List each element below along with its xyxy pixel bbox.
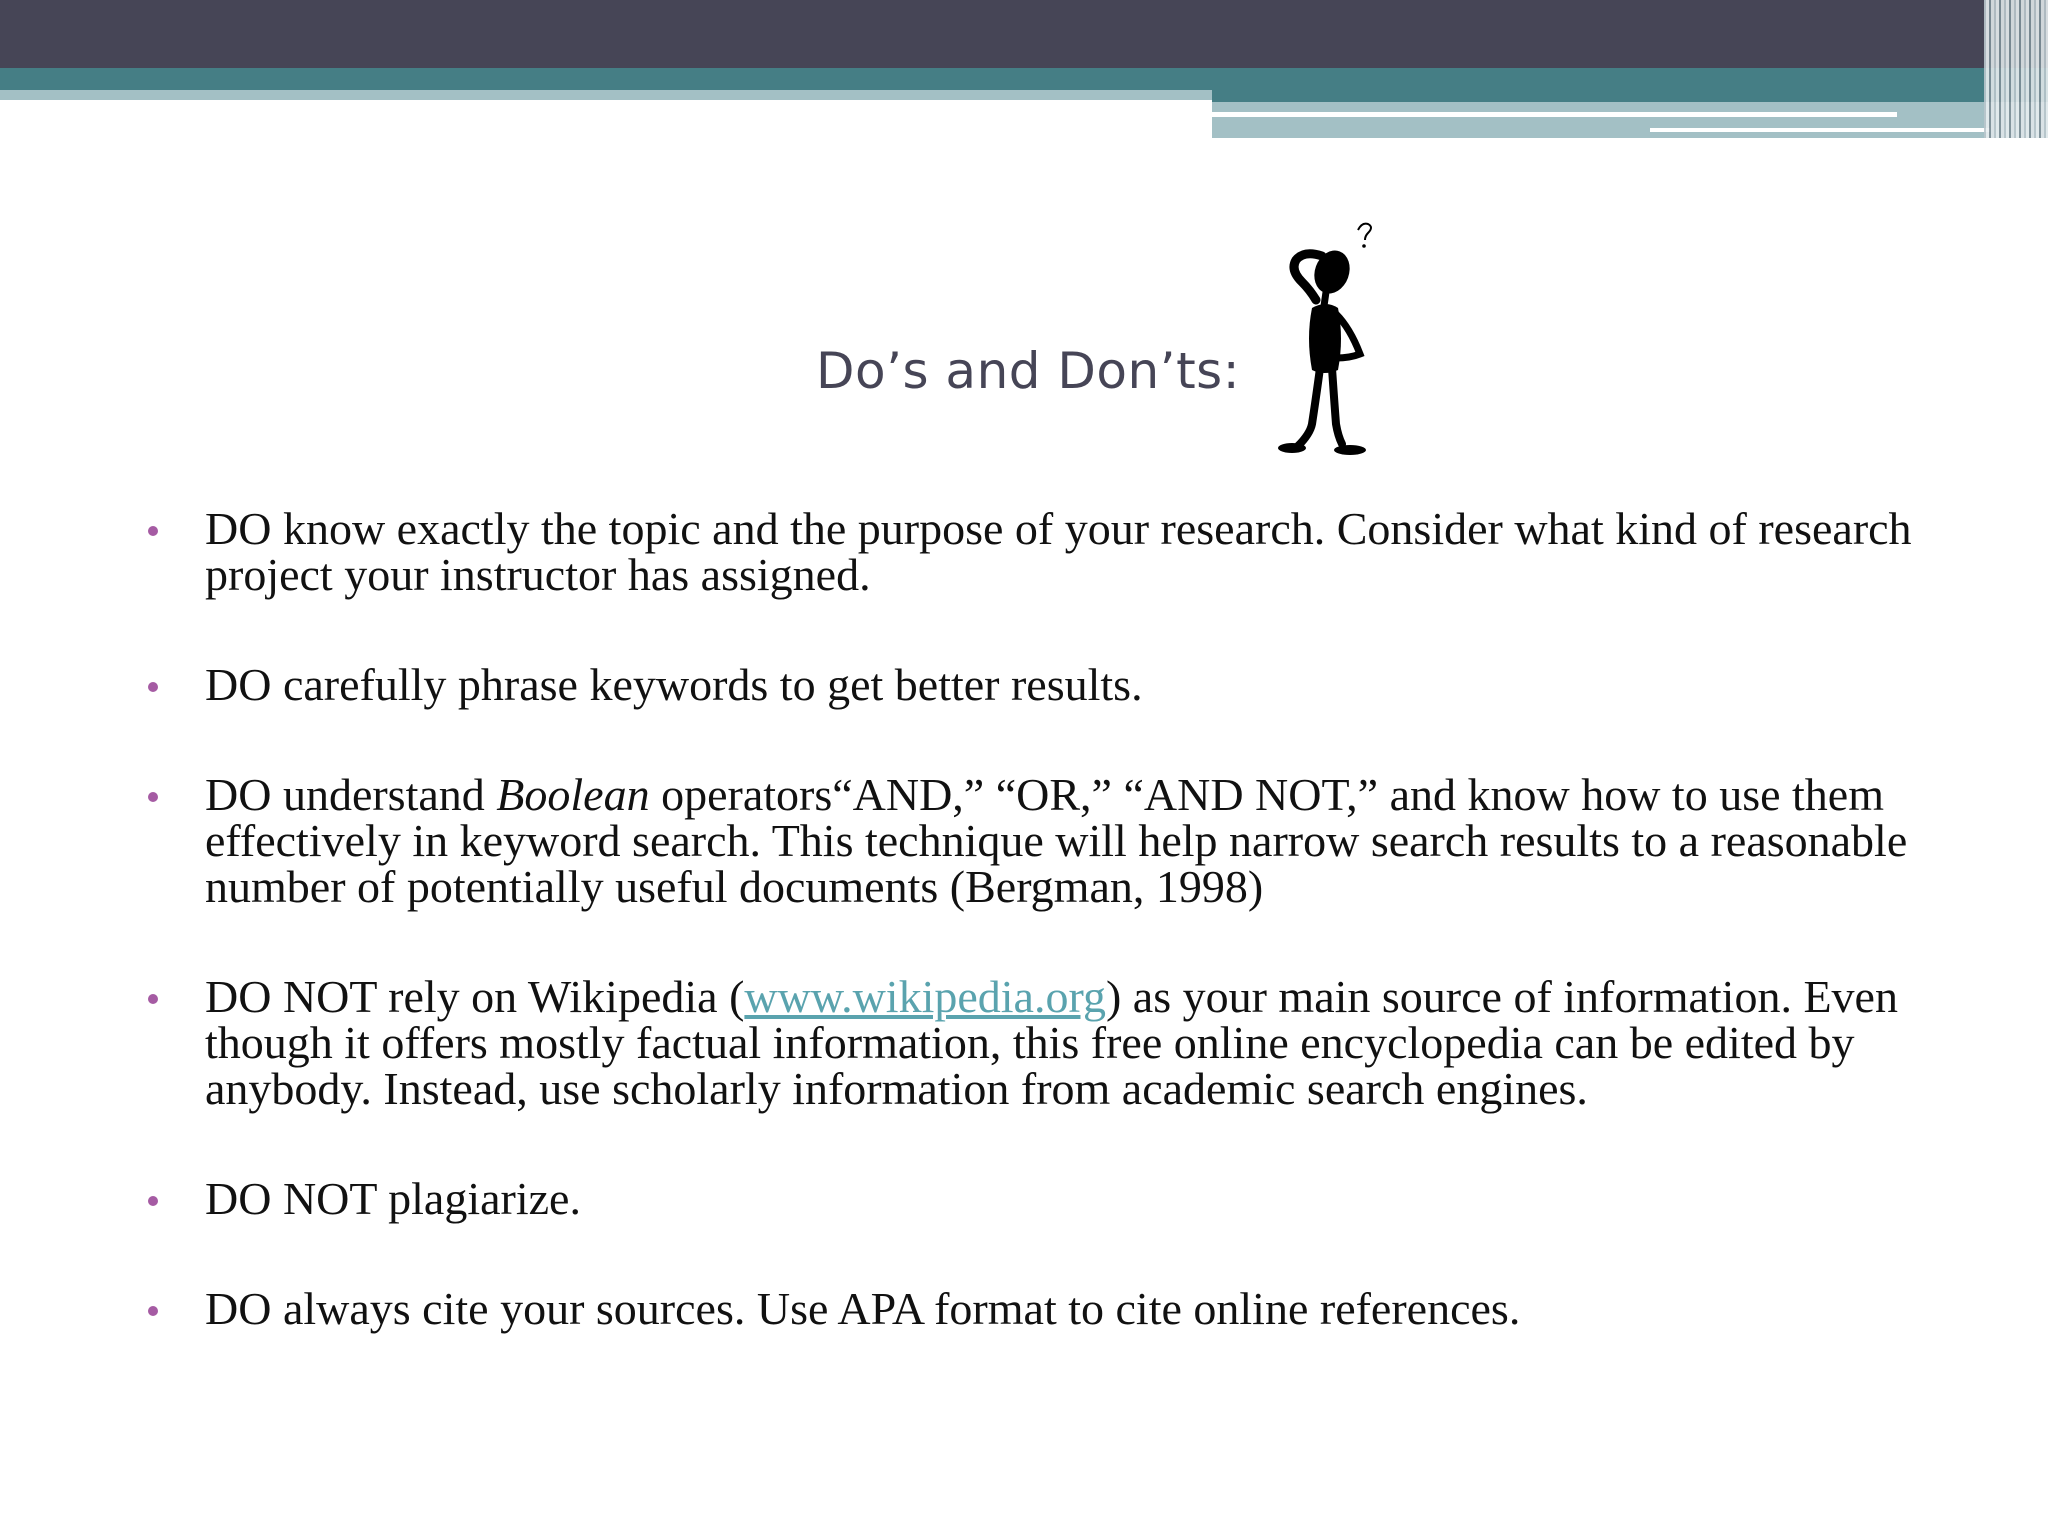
thinking-person-icon [1270,216,1390,460]
header-band-teal [0,68,2048,90]
header-stripes [1984,0,2048,138]
bullet-item-keywords [140,659,1940,710]
bullet-dot [148,682,158,692]
bullet-text-prefix: DO understand [205,769,497,820]
bullet-text: DO know exactly the topic and the purpose of your research. Consider what kind of research project your instructor has assigned. [205,503,1912,600]
header-band-light-left [0,90,1212,100]
bullet-item-boolean [140,769,1940,912]
header-white-line [1212,112,1897,117]
bullet-dot [148,1306,158,1316]
bullet-text-suffix: operators“AND,” “OR,” “AND NOT,” and know how to use them effectively in keyword search. This technique will help narrow search results to a reasonable number of potentially useful documents (Bergman, 1998) [205,769,1908,912]
bullet-item-cite-sources [140,1283,1940,1334]
bullet-list [140,503,1940,1334]
header-band-light-right [1212,102,2048,138]
bullet-item-plagiarize [140,1173,1940,1224]
slide-title: Do’s and Don’ts: [816,342,1241,400]
bullet-text-prefix: DO NOT rely on Wikipedia ( [205,971,745,1022]
header-band-teal-right [1212,90,2048,102]
header-white-line-short [1650,128,1990,132]
bullet-dot [148,792,158,802]
bullet-text: DO NOT plagiarize. [205,1173,581,1224]
bullet-text: DO carefully phrase keywords to get better results. [205,659,1143,710]
bullet-dot [148,1196,158,1206]
bullet-item-wikipedia [140,971,1940,1114]
bullet-text: DO always cite your sources. Use APA format to cite online references. [205,1283,1521,1334]
wikipedia-link[interactable]: www.wikipedia.org [744,971,1106,1022]
bullet-text-suffix: ) as your main source of information. Even though it offers mostly factual information, this free online encyclopedia can be edited by anybody. Instead, use scholarly information from academic search engines. [205,971,1898,1114]
bullet-dot [148,994,158,1004]
bullet-text-emphasis: Boolean [496,769,650,820]
bullet-dot [148,526,158,536]
header-band-dark [0,0,2048,68]
bullet-item-know-topic [140,503,1940,600]
